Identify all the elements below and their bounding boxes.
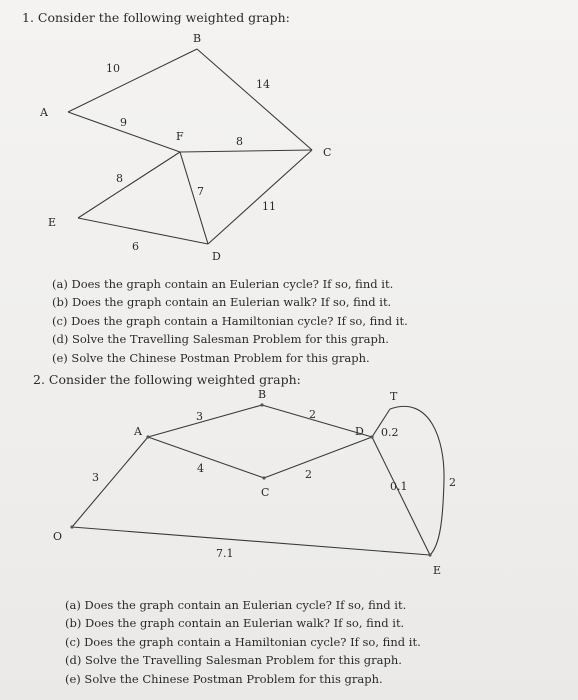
weight-A-O: 3 xyxy=(92,471,99,484)
weight-B-C: 14 xyxy=(256,78,270,91)
problem-2-question-e: (e) Solve the Chinese Postman Problem for this graph. xyxy=(65,671,383,686)
vertex-dot-O xyxy=(70,525,73,528)
weight-E-D: 6 xyxy=(132,240,139,253)
vertex-label-O: O xyxy=(53,530,63,543)
weight-A-B: 10 xyxy=(106,62,120,75)
problem-2-question-b: (b) Does the graph contain an Eulerian walk? If so, find it. xyxy=(65,616,405,631)
edge-D-E xyxy=(372,437,430,555)
vertex-label-D: D xyxy=(355,425,364,438)
weight-B-D: 2 xyxy=(309,408,316,421)
vertex-label-A: A xyxy=(40,106,48,119)
vertex-label-A: A xyxy=(134,425,142,438)
vertex-dot-A xyxy=(146,435,149,438)
weight-D-T: 0.2 xyxy=(381,426,399,439)
weight-O-E: 7.1 xyxy=(216,547,234,560)
graph-2-vertex-dots xyxy=(70,403,431,556)
vertex-dot-B xyxy=(260,403,263,406)
weight-F-D: 7 xyxy=(197,185,204,198)
graph-2-vertex-labels xyxy=(53,388,441,577)
weight-T-E: 2 xyxy=(449,476,456,489)
weight-A-F: 9 xyxy=(120,116,127,129)
problem-2-questions xyxy=(65,596,421,688)
weight-D-E: 0.1 xyxy=(390,480,408,493)
vertex-label-F: F xyxy=(176,130,184,143)
vertex-label-E: E xyxy=(48,216,57,229)
problem-1-question-d: (d) Solve the Travelling Salesman Problem for this graph. xyxy=(52,332,389,347)
vertex-label-B: B xyxy=(258,388,267,401)
problem-2-question-c: (c) Does the graph contain a Hamiltonian cycle? If so, find it. xyxy=(65,634,421,649)
edge-A-B xyxy=(148,405,262,437)
problem-1-question-a: (a) Does the graph contain an Eulerian cycle? If so, find it. xyxy=(52,277,394,291)
weight-F-C: 8 xyxy=(236,135,243,148)
weight-C-D: 2 xyxy=(305,468,312,481)
weight-A-B: 3 xyxy=(196,410,203,423)
vertex-label-C: C xyxy=(261,486,270,499)
problem-2-question-d: (d) Solve the Travelling Salesman Problem for this graph. xyxy=(65,653,402,668)
vertex-label-B: B xyxy=(193,32,202,45)
vertex-label-E: E xyxy=(433,564,442,577)
vertex-label-C: C xyxy=(323,146,332,159)
problem-2-heading: 2. Consider the following weighted graph: xyxy=(33,372,301,387)
problem-2-question-a: (a) Does the graph contain an Eulerian cycle? If so, find it. xyxy=(65,598,407,612)
problem-1-question-c: (c) Does the graph contain a Hamiltonian cycle? If so, find it. xyxy=(52,313,408,328)
problem-1-question-e: (e) Solve the Chinese Postman Problem for this graph. xyxy=(52,350,370,365)
weight-D-C: 11 xyxy=(262,200,276,213)
vertex-label-T: T xyxy=(390,390,398,403)
vertex-dot-C xyxy=(262,476,265,479)
weight-F-E: 8 xyxy=(116,172,123,185)
problem-1-question-b: (b) Does the graph contain an Eulerian walk? If so, find it. xyxy=(52,295,392,310)
edge-O-E xyxy=(72,527,430,555)
vertex-dot-E xyxy=(428,553,431,556)
edge-C-D xyxy=(264,437,372,478)
edge-A-O xyxy=(72,437,148,527)
edge-A-C xyxy=(148,437,264,478)
problem-1-heading: 1. Consider the following weighted graph: xyxy=(22,10,290,25)
graph-2-weights xyxy=(92,408,456,560)
vertex-dot-D xyxy=(370,435,373,438)
vertex-label-D: D xyxy=(212,250,221,263)
weight-A-C: 4 xyxy=(197,462,204,475)
